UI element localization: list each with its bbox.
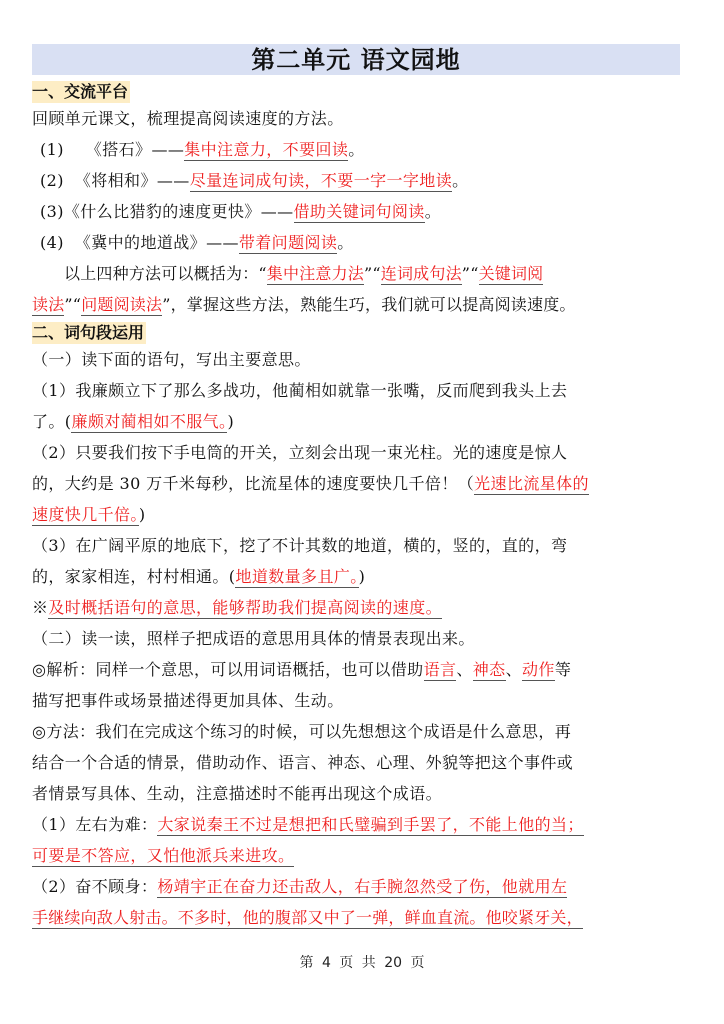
reference-mark-icon: ※ [32,598,49,617]
analysis-line-2: 描写把事件或场景描述得更加具体、生动。 [32,691,344,710]
quote-open: “ [258,264,267,283]
book-title: 《冀中的地道战》 [74,233,207,252]
q2-answer: 光速比流星体的 [474,474,589,493]
summary-method-1: 集中注意力法 [266,264,364,283]
quote-close: ” [461,264,471,283]
question-1-line-2 [32,406,680,437]
question-3-line-1: （3）在广阔平原的地底下，挖了不计其数的地道，横的，竖的，直的，弯 [32,536,568,555]
method-answer: 借助关键词句阅读 [293,202,425,221]
analysis-line-1 [32,654,680,685]
exercise-2-label: （2）奋不顾身： [32,877,158,896]
method-line-2: 结合一个合适的情景，借助动作、语言、神态、心理、外貌等把这个事件或 [32,753,574,772]
item-number: (3) [40,202,64,221]
q2-prefix: 的，大约是 30 万千米每秒，比流星体的速度要快几千倍！（ [32,474,475,493]
period: 。 [348,140,365,159]
book-title: 《什么比猎豹的速度更快》 [63,202,261,221]
method-item-1 [32,134,680,165]
method-answer: 带着问题阅读 [238,233,338,252]
method-line-3: 者情景写具体、生动，注意描述时不能再出现这个成语。 [32,784,443,803]
quote-open: “ [72,295,82,314]
question-2-line-1: （2）只要我们按下手电筒的开关，立刻会出现一束光柱。光的速度是惊人 [32,443,568,462]
q2-suffix: ) [138,505,146,524]
document-page [32,44,680,933]
section-heading-exchange-platform: 一、交流平台 [32,82,129,101]
method-answer: 集中注意力，不要回读 [184,140,349,159]
keyword-language: 语言 [423,660,457,679]
quote-close: ” [162,295,171,314]
part1-label: （一）读下面的语句，写出主要意思。 [32,350,311,369]
q1-suffix: ) [227,412,235,431]
period: 。 [424,202,442,221]
exercise-1-answer: 大家说秦王不过是想把和氏璧骗到手罢了，不能上他的当； [157,815,584,834]
separator: 、 [456,660,473,679]
summary-prefix: 以上四种方法可以概括为： [64,264,259,283]
item-number: (4) [40,233,64,252]
summary-line-1 [32,258,680,289]
exercise-2-answer: 杨靖宇正在奋力还击敌人，右手腕忽然受了伤，他就用左 [157,877,568,896]
keyword-action: 动作 [522,660,555,679]
exercise-2-line-2 [32,902,680,933]
page-title: 第二单元 语文园地 [32,44,680,75]
period: 。 [452,171,469,190]
summary-method-3: 关键词阅 [478,264,544,283]
summary-suffix: ，掌握这些方法，熟能生巧，我们就可以提高阅读速度。 [170,295,576,314]
exercise-2-line-1 [32,871,680,902]
keyword-expression: 神态 [472,660,506,679]
period: 。 [337,233,354,252]
analysis-suffix: 等 [554,660,572,679]
item-number: (1) [40,140,64,159]
exercise-1-line-2 [32,840,680,871]
method-answer: 尽量连词成句读，不要一字一字地读 [189,171,453,190]
exercise-1-label: （1）左右为难： [32,815,158,834]
separator: 、 [505,660,522,679]
note-line [32,592,680,623]
book-title: 《将相和》 [74,171,157,190]
analysis-prefix: ◎解析：同样一个意思，可以用词语概括，也可以借助 [32,660,424,679]
method-item-3 [32,196,680,227]
question-2-line-2 [32,468,680,499]
summary-line-2 [32,289,680,320]
quote-open: “ [372,264,381,283]
summary-method-3-cont: 读法 [32,295,65,314]
q1-prefix: 了。( [32,412,72,431]
question-3-line-2 [32,561,680,592]
q1-answer: 廉颇对蔺相如不服气。 [71,412,228,431]
section1-intro: 回顾单元课文，梳理提高阅读速度的方法。 [32,109,344,128]
exercise-1-answer-cont: 可要是不答应，又怕他派兵来进攻。 [32,846,295,865]
dash: —— [260,202,294,221]
q3-suffix: ) [358,567,366,586]
summary-method-2: 连词成句法 [380,264,462,283]
dash: —— [206,233,239,252]
item-number: (2) [40,171,64,190]
method-item-2 [32,165,680,196]
method-line-1: ◎方法：我们在完成这个练习的时候，可以先想想这个成语是什么意思，再 [32,722,572,741]
dash: —— [151,140,185,159]
q3-answer: 地道数量多且广。 [235,567,359,586]
section-heading-sentence-usage: 二、词句段运用 [32,323,145,342]
quote-close: ” [64,295,73,314]
book-title: 《搭石》 [85,140,152,159]
quote-close: ” [364,264,373,283]
exercise-1-line-1 [32,809,680,840]
summary-method-4: 问题阅读法 [81,295,163,314]
method-item-4 [32,227,680,258]
part2-label: （二）读一读，照样子把成语的意思用具体的情景表现出来。 [32,629,475,648]
question-2-line-3 [32,499,680,530]
q3-prefix: 的，家家相连，村村相通。( [32,567,236,586]
note-text: 及时概括语句的意思，能够帮助我们提高阅读的速度。 [48,598,443,617]
page-footer: 第 4 页 共 20 页 [299,955,425,971]
q2-answer-cont: 速度快几千倍。 [32,505,139,524]
dash: —— [156,171,190,190]
question-1-line-1: （1）我廉颇立下了那么多战功，他蔺相如就靠一张嘴，反而爬到我头上去 [32,381,568,400]
quote-open: “ [470,264,479,283]
exercise-2-answer-cont: 手继续向敌人射击。不多时，他的腹部又中了一弹，鲜血直流。他咬紧牙关， [32,908,583,927]
